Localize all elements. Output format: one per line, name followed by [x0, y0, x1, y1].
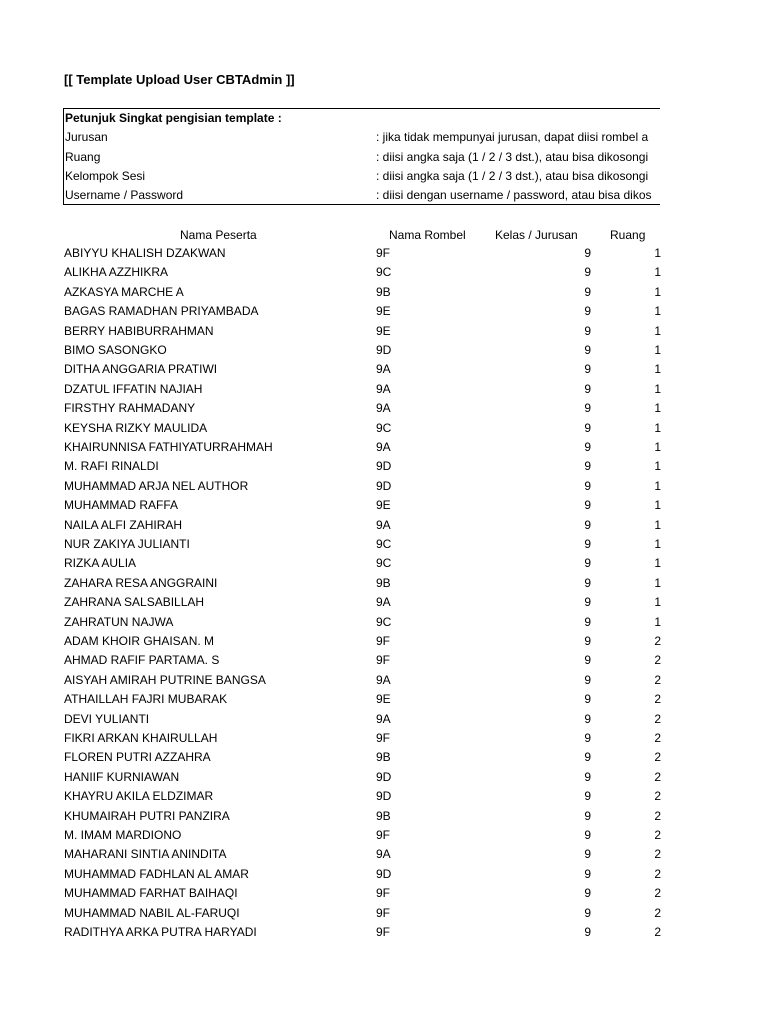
- cell-nama-rombel: 9E: [376, 498, 391, 513]
- cell-kelas-jurusan: 9: [584, 769, 591, 784]
- cell-ruang: 2: [654, 750, 661, 765]
- cell-nama-rombel: 9A: [376, 847, 391, 862]
- cell-ruang: 2: [654, 672, 661, 687]
- cell-nama-peserta: AISYAH AMIRAH PUTRINE BANGSA: [64, 672, 266, 687]
- table-row: [0, 438, 768, 457]
- cell-nama-rombel: 9F: [376, 653, 391, 668]
- cell-nama-rombel: 9F: [376, 731, 391, 745]
- table-row: [0, 845, 768, 864]
- cell-nama-peserta: MUHAMMAD FADHLAN AL AMAR: [64, 866, 249, 881]
- cell-kelas-jurusan: 9: [584, 556, 591, 571]
- cell-kelas-jurusan: 9: [584, 925, 591, 939]
- cell-ruang: 2: [654, 847, 661, 862]
- table-row: [0, 283, 768, 302]
- instructions-box: [63, 108, 660, 205]
- table-row: [0, 768, 768, 787]
- cell-nama-peserta: KHUMAIRAH PUTRI PANZIRA: [64, 808, 230, 823]
- table-row: [0, 613, 768, 632]
- cell-nama-rombel: 9A: [376, 672, 391, 687]
- cell-ruang: 2: [654, 634, 661, 648]
- instruction-desc-kelompok-sesi: : diisi angka saja (1 / 2 / 3 dst.), atau bisa dikosongi: [376, 169, 649, 183]
- cell-nama-peserta: ZAHRANA SALSABILLAH: [64, 595, 205, 610]
- cell-nama-peserta: KHAIRUNNISA FATHIYATURRAHMAH: [64, 440, 273, 454]
- document-title: [[ Template Upload User CBTAdmin ]]: [64, 72, 295, 87]
- cell-nama-peserta: KHAYRU AKILA ELDZIMAR: [64, 789, 214, 804]
- table-row: [0, 904, 768, 923]
- table-row: [0, 302, 768, 321]
- cell-nama-peserta: ABIYYU KHALISH DZAKWAN: [64, 246, 226, 260]
- cell-nama-peserta: DZATUL IFFATIN NAJIAH: [64, 381, 203, 396]
- cell-kelas-jurusan: 9: [584, 692, 591, 707]
- table-row: [0, 690, 768, 709]
- cell-nama-peserta: RIZKA AULIA: [64, 556, 137, 571]
- instruction-desc-jurusan: : jika tidak mempunyai jurusan, dapat diisi rombel a: [376, 130, 649, 144]
- cell-ruang: 1: [654, 440, 661, 454]
- cell-nama-rombel: 9A: [376, 381, 391, 396]
- cell-nama-rombel: 9E: [376, 323, 391, 338]
- cell-kelas-jurusan: 9: [584, 731, 591, 745]
- cell-nama-rombel: 9D: [376, 769, 392, 784]
- cell-ruang: 1: [654, 343, 661, 357]
- cell-kelas-jurusan: 9: [584, 847, 591, 862]
- cell-nama-peserta: ATHAILLAH FAJRI MUBARAK: [64, 692, 228, 707]
- header-nama-rombel: Nama Rombel: [389, 228, 466, 242]
- cell-kelas-jurusan: 9: [584, 362, 591, 377]
- table-row: [0, 593, 768, 612]
- cell-nama-rombel: 9E: [376, 692, 391, 707]
- cell-nama-rombel: 9B: [376, 284, 391, 299]
- cell-ruang: 1: [654, 420, 661, 435]
- cell-nama-peserta: NAILA ALFI ZAHIRAH: [64, 517, 183, 532]
- cell-kelas-jurusan: 9: [584, 575, 591, 590]
- cell-ruang: 2: [654, 828, 661, 842]
- header-kelas-jurusan: Kelas / Jurusan: [495, 228, 578, 242]
- cell-nama-peserta: BIMO SASONGKO: [64, 343, 167, 357]
- table-row: [0, 322, 768, 341]
- cell-ruang: 1: [654, 459, 661, 474]
- cell-kelas-jurusan: 9: [584, 634, 591, 648]
- cell-ruang: 1: [654, 498, 661, 513]
- cell-ruang: 2: [654, 925, 661, 939]
- instruction-label-jurusan: Jurusan: [65, 130, 108, 144]
- cell-kelas-jurusan: 9: [584, 905, 591, 920]
- table-row: [0, 923, 768, 942]
- cell-ruang: 1: [654, 537, 661, 551]
- cell-kelas-jurusan: 9: [584, 789, 591, 804]
- cell-kelas-jurusan: 9: [584, 828, 591, 842]
- cell-nama-peserta: MUHAMMAD NABIL AL-FARUQI: [64, 905, 240, 920]
- cell-nama-peserta: BERRY HABIBURRAHMAN: [64, 323, 214, 338]
- cell-nama-peserta: MUHAMMAD FARHAT BAIHAQI: [64, 886, 238, 901]
- instruction-desc-ruang: : diisi angka saja (1 / 2 / 3 dst.), atau bisa dikosongi: [376, 149, 649, 164]
- cell-kelas-jurusan: 9: [584, 498, 591, 513]
- cell-kelas-jurusan: 9: [584, 284, 591, 299]
- table-row: [0, 748, 768, 767]
- cell-nama-peserta: ALIKHA AZZHIKRA: [64, 265, 169, 280]
- cell-nama-rombel: 9B: [376, 575, 391, 590]
- cell-nama-rombel: 9A: [376, 517, 391, 532]
- cell-kelas-jurusan: 9: [584, 381, 591, 396]
- table-row: [0, 360, 768, 379]
- cell-ruang: 1: [654, 401, 661, 416]
- header-ruang: Ruang: [610, 228, 646, 242]
- cell-nama-rombel: 9D: [376, 866, 392, 881]
- cell-nama-peserta: AZKASYA MARCHE A: [64, 284, 184, 299]
- cell-nama-peserta: MAHARANI SINTIA ANINDITA: [64, 847, 227, 862]
- instruction-label-username-password: Username / Password: [65, 188, 184, 202]
- cell-ruang: 1: [654, 517, 661, 532]
- cell-ruang: 1: [654, 478, 661, 493]
- cell-nama-peserta: DITHA ANGGARIA PRATIWI: [64, 362, 218, 377]
- cell-nama-rombel: 9C: [376, 537, 392, 551]
- cell-nama-peserta: HANIIF KURNIAWAN: [64, 769, 180, 784]
- cell-nama-peserta: ZAHARA RESA ANGGRAINI: [64, 575, 218, 590]
- cell-nama-rombel: 9A: [376, 440, 391, 454]
- cell-ruang: 1: [654, 595, 661, 610]
- cell-kelas-jurusan: 9: [584, 750, 591, 765]
- cell-nama-rombel: 9F: [376, 886, 391, 901]
- cell-nama-peserta: RADITHYA ARKA PUTRA HARYADI: [64, 925, 257, 939]
- cell-kelas-jurusan: 9: [584, 614, 591, 629]
- table-row: [0, 729, 768, 748]
- table-row: [0, 710, 768, 729]
- cell-nama-rombel: 9B: [376, 808, 391, 823]
- cell-kelas-jurusan: 9: [584, 711, 591, 726]
- cell-ruang: 2: [654, 866, 661, 881]
- cell-ruang: 2: [654, 653, 661, 668]
- table-row: [0, 496, 768, 515]
- cell-nama-peserta: ZAHRATUN NAJWA: [64, 614, 174, 629]
- table-row: [0, 787, 768, 806]
- cell-nama-peserta: MUHAMMAD RAFFA: [64, 498, 178, 513]
- cell-ruang: 1: [654, 246, 661, 260]
- cell-kelas-jurusan: 9: [584, 343, 591, 357]
- cell-ruang: 2: [654, 789, 661, 804]
- table-row: [0, 865, 768, 884]
- cell-nama-rombel: 9C: [376, 556, 392, 571]
- cell-kelas-jurusan: 9: [584, 517, 591, 532]
- table-row: [0, 419, 768, 438]
- cell-ruang: 2: [654, 731, 661, 745]
- cell-nama-peserta: AHMAD RAFIF PARTAMA. S: [64, 653, 220, 668]
- cell-nama-peserta: FLOREN PUTRI AZZAHRA: [64, 750, 211, 765]
- cell-ruang: 1: [654, 575, 661, 590]
- cell-kelas-jurusan: 9: [584, 653, 591, 668]
- cell-ruang: 1: [654, 362, 661, 377]
- header-nama-peserta: Nama Peserta: [180, 228, 257, 242]
- cell-ruang: 2: [654, 808, 661, 823]
- cell-nama-rombel: 9A: [376, 711, 391, 726]
- instruction-label-ruang: Ruang: [65, 149, 101, 164]
- cell-kelas-jurusan: 9: [584, 537, 591, 551]
- cell-nama-rombel: 9D: [376, 789, 392, 804]
- cell-ruang: 1: [654, 265, 661, 280]
- cell-nama-peserta: NUR ZAKIYA JULIANTI: [64, 537, 190, 551]
- cell-kelas-jurusan: 9: [584, 323, 591, 338]
- cell-nama-rombel: 9F: [376, 828, 391, 842]
- cell-nama-rombel: 9D: [376, 343, 392, 357]
- cell-nama-rombel: 9A: [376, 401, 391, 416]
- cell-nama-peserta: ADAM KHOIR GHAISAN. M: [64, 634, 215, 648]
- cell-nama-rombel: 9F: [376, 246, 391, 260]
- table-row: [0, 884, 768, 903]
- cell-kelas-jurusan: 9: [584, 420, 591, 435]
- instructions-heading: Petunjuk Singkat pengisian template :: [65, 111, 282, 125]
- cell-nama-rombel: 9D: [376, 478, 392, 493]
- cell-nama-peserta: KEYSHA RIZKY MAULIDA: [64, 420, 208, 435]
- cell-nama-rombel: 9E: [376, 304, 391, 319]
- cell-nama-rombel: 9C: [376, 614, 392, 629]
- cell-kelas-jurusan: 9: [584, 672, 591, 687]
- cell-nama-rombel: 9F: [376, 905, 391, 920]
- cell-kelas-jurusan: 9: [584, 246, 591, 260]
- cell-kelas-jurusan: 9: [584, 265, 591, 280]
- cell-kelas-jurusan: 9: [584, 808, 591, 823]
- cell-nama-rombel: 9F: [376, 634, 391, 648]
- table-row: [0, 380, 768, 399]
- cell-ruang: 1: [654, 556, 661, 571]
- cell-nama-rombel: 9F: [376, 925, 391, 939]
- table-row: [0, 341, 768, 360]
- cell-kelas-jurusan: 9: [584, 459, 591, 474]
- cell-kelas-jurusan: 9: [584, 304, 591, 319]
- cell-kelas-jurusan: 9: [584, 401, 591, 416]
- cell-nama-peserta: FIKRI ARKAN KHAIRULLAH: [64, 731, 218, 745]
- cell-nama-peserta: MUHAMMAD ARJA NEL AUTHOR: [64, 478, 249, 493]
- table-row: [0, 632, 768, 651]
- cell-ruang: 2: [654, 711, 661, 726]
- cell-nama-peserta: FIRSTHY RAHMADANY: [64, 401, 196, 416]
- instruction-desc-username-password: : diisi dengan username / password, atau bisa dikos: [376, 188, 652, 202]
- table-row: [0, 826, 768, 845]
- table-row: [0, 244, 768, 263]
- cell-ruang: 1: [654, 381, 661, 396]
- table-row: [0, 574, 768, 593]
- cell-kelas-jurusan: 9: [584, 866, 591, 881]
- cell-kelas-jurusan: 9: [584, 595, 591, 610]
- table-row: [0, 651, 768, 670]
- cell-kelas-jurusan: 9: [584, 886, 591, 901]
- cell-kelas-jurusan: 9: [584, 478, 591, 493]
- cell-ruang: 2: [654, 769, 661, 784]
- cell-nama-peserta: DEVI YULIANTI: [64, 711, 150, 726]
- cell-kelas-jurusan: 9: [584, 440, 591, 454]
- table-row: [0, 477, 768, 496]
- cell-ruang: 1: [654, 614, 661, 629]
- cell-ruang: 2: [654, 886, 661, 901]
- instruction-label-kelompok-sesi: Kelompok Sesi: [65, 169, 146, 183]
- table-row: [0, 263, 768, 282]
- cell-ruang: 2: [654, 905, 661, 920]
- cell-nama-rombel: 9A: [376, 362, 391, 377]
- cell-nama-rombel: 9D: [376, 459, 392, 474]
- table-row: [0, 457, 768, 476]
- table-row: [0, 399, 768, 418]
- cell-ruang: 2: [654, 692, 661, 707]
- table-row: [0, 535, 768, 554]
- table-row: [0, 807, 768, 826]
- cell-nama-rombel: 9B: [376, 750, 391, 765]
- cell-ruang: 1: [654, 284, 661, 299]
- table-row: [0, 516, 768, 535]
- cell-nama-peserta: M. IMAM MARDIONO: [64, 828, 182, 842]
- cell-nama-peserta: BAGAS RAMADHAN PRIYAMBADA: [64, 304, 259, 319]
- cell-ruang: 1: [654, 304, 661, 319]
- table-row: [0, 671, 768, 690]
- cell-ruang: 1: [654, 323, 661, 338]
- cell-nama-peserta: M. RAFI RINALDI: [64, 459, 159, 474]
- cell-nama-rombel: 9C: [376, 420, 392, 435]
- table-row: [0, 554, 768, 573]
- cell-nama-rombel: 9A: [376, 595, 391, 610]
- cell-nama-rombel: 9C: [376, 265, 392, 280]
